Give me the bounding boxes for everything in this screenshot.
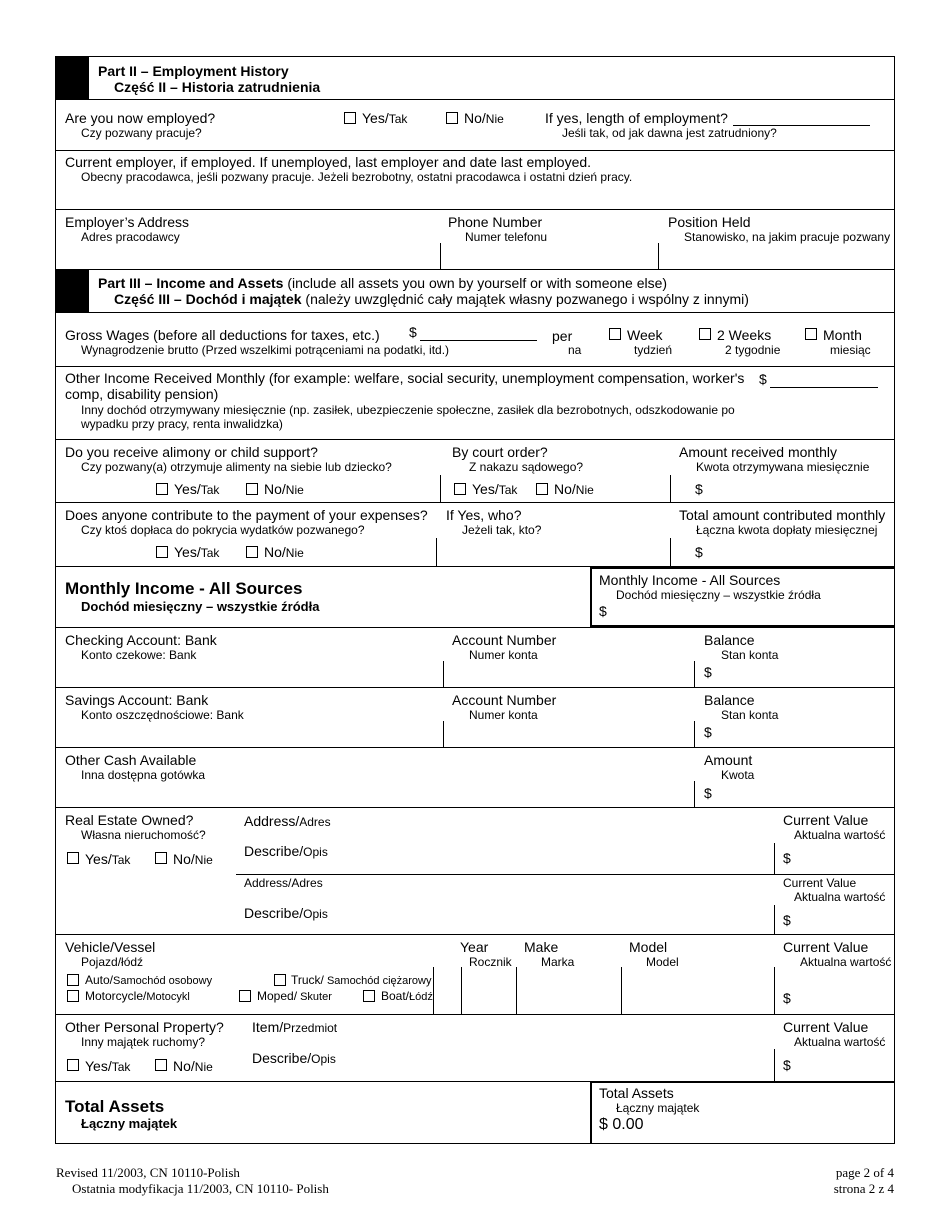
savings-label-pl: Konto oszczędnościowe: Bank	[81, 708, 244, 722]
real-estate-no-checkbox[interactable]	[155, 852, 167, 864]
alimony-no-checkbox[interactable]	[246, 483, 258, 495]
part3-title: Part III – Income and Assets (include all assets you own by yourself or with someone else)	[98, 275, 668, 291]
page-number: page 2 of 4	[835, 1165, 894, 1180]
checking-label: Checking Account: Bank	[65, 632, 217, 648]
contribute-yes-checkbox[interactable]	[156, 546, 168, 558]
position-label: Position Held	[668, 214, 751, 230]
two-weeks-checkbox[interactable]	[699, 328, 711, 340]
real-estate-question-pl: Własna nieruchomość?	[81, 828, 206, 842]
week-label: Week	[627, 327, 663, 343]
real-estate-value-label-pl: Aktualna wartość	[794, 828, 886, 842]
dollar-sign: $	[704, 724, 712, 740]
other-income-label-pl-2: wypadku przy pracy, renta inwalidzka)	[81, 417, 283, 431]
dollar-sign: $	[599, 603, 607, 619]
auto-checkbox[interactable]	[67, 974, 79, 986]
alimony-no-label: No/Nie	[264, 481, 304, 497]
other-income-input[interactable]	[770, 387, 878, 388]
alimony-question: Do you receive alimony or child support?	[65, 444, 318, 460]
real-estate-value-label-2: Current Value	[783, 876, 857, 890]
auto-label: Auto/Samochód osobowy	[85, 973, 213, 987]
if-yes-who-label: If Yes, who?	[446, 507, 522, 523]
moped-label: Moped/ Skuter	[257, 989, 332, 1003]
monthly-income-box-label: Monthly Income - All Sources	[599, 572, 781, 588]
if-yes-who-label-pl: Jeżeli tak, kto?	[462, 523, 542, 537]
dollar-sign: $	[759, 371, 767, 387]
real-estate-describe-label: Describe/Opis	[244, 843, 328, 859]
real-estate-address-label-2: Address/Adres	[244, 876, 323, 890]
contribute-no-checkbox[interactable]	[246, 546, 258, 558]
real-estate-value-label: Current Value	[783, 812, 869, 828]
savings-account-number-label: Account Number	[452, 692, 557, 708]
employed-no-label: No/Nie	[464, 110, 504, 126]
amount-monthly-label: Amount received monthly	[679, 444, 837, 460]
per-label-pl: na	[568, 343, 582, 357]
total-assets-value: $ 0.00	[599, 1116, 644, 1133]
alimony-yes-checkbox[interactable]	[156, 483, 168, 495]
checking-balance-label-pl: Stan konta	[721, 648, 779, 662]
other-property-value-label-pl: Aktualna wartość	[794, 1035, 886, 1049]
other-property-no-label: No/Nie	[173, 1058, 213, 1074]
contribute-no-label: No/Nie	[264, 544, 304, 560]
model-label: Model	[629, 939, 668, 955]
week-checkbox[interactable]	[609, 328, 621, 340]
other-property-yes-checkbox[interactable]	[67, 1059, 79, 1071]
month-checkbox[interactable]	[805, 328, 817, 340]
other-cash-amount-label-pl: Kwota	[721, 768, 755, 782]
position-label-pl: Stanowisko, na jakim pracuje pozwany	[684, 230, 891, 244]
court-no-checkbox[interactable]	[536, 483, 548, 495]
part3-title-pl: Część III – Dochód i majątek (należy uwzględnić cały majątek własny pozwanego i wspólny z innymi)	[114, 291, 749, 307]
court-no-label: No/Nie	[554, 481, 594, 497]
savings-balance-label: Balance	[704, 692, 755, 708]
dollar-sign: $	[704, 785, 712, 801]
real-estate-yes-label: Yes/Tak	[85, 851, 131, 867]
total-assets-box-label-pl: Łączny majątek	[616, 1101, 700, 1115]
phone-label-pl: Numer telefonu	[465, 230, 548, 244]
checking-account-number-label-pl: Numer konta	[469, 648, 538, 662]
monthly-income-heading: Monthly Income - All Sources	[65, 579, 303, 598]
dollar-sign: $	[783, 912, 791, 928]
alimony-question-pl: Czy pozwany(a) otrzymuje alimenty na siebie lub dziecko?	[81, 460, 392, 474]
real-estate-describe-label-2: Describe/Opis	[244, 905, 328, 921]
other-cash-label-pl: Inna dostępna gotówka	[81, 768, 206, 782]
court-order-question: By court order?	[452, 444, 548, 460]
court-yes-label: Yes/Tak	[472, 481, 518, 497]
gross-wages-label: Gross Wages (before all deductions for taxes, etc.)	[65, 327, 380, 343]
year-label-pl: Rocznik	[469, 955, 512, 969]
real-estate-question: Real Estate Owned?	[65, 812, 194, 828]
savings-balance-label-pl: Stan konta	[721, 708, 779, 722]
savings-account-number-label-pl: Numer konta	[469, 708, 538, 722]
other-property-question-pl: Inny majątek ruchomy?	[81, 1035, 206, 1049]
dollar-sign: $	[695, 481, 703, 497]
motorcycle-checkbox[interactable]	[67, 990, 79, 1002]
total-assets-heading: Total Assets	[65, 1097, 165, 1116]
part2-title-pl: Część II – Historia zatrudnienia	[114, 79, 321, 95]
amount-monthly-label-pl: Kwota otrzymywana miesięcznie	[696, 460, 870, 474]
length-question: If yes, length of employment?	[545, 110, 728, 126]
truck-checkbox[interactable]	[274, 974, 286, 986]
vehicle-label: Vehicle/Vessel	[65, 939, 156, 955]
total-contrib-label-pl: Łączna kwota dopłaty miesięcznej	[696, 523, 878, 537]
make-label: Make	[524, 939, 559, 955]
employed-yes-label: Yes/Tak	[362, 110, 408, 126]
gross-wages-input[interactable]	[420, 340, 537, 341]
total-assets-heading-pl: Łączny majątek	[81, 1116, 178, 1131]
vehicle-value-label-pl: Aktualna wartość	[800, 955, 892, 969]
other-income-label-2: comp, disability pension)	[65, 386, 219, 402]
other-property-no-checkbox[interactable]	[155, 1059, 167, 1071]
page-number-pl: strona 2 z 4	[833, 1181, 894, 1196]
court-yes-checkbox[interactable]	[454, 483, 466, 495]
month-label-pl: miesiąc	[830, 343, 871, 357]
other-cash-amount-label: Amount	[704, 752, 753, 768]
gross-wages-label-pl: Wynagrodzenie brutto (Przed wszelkimi potrąceniami na podatki, itd.)	[81, 343, 450, 357]
checking-account-number-label: Account Number	[452, 632, 557, 648]
monthly-income-box-label-pl: Dochód miesięczny – wszystkie źródła	[616, 588, 821, 602]
real-estate-address-label: Address/Adres	[244, 813, 331, 829]
dollar-sign: $	[409, 324, 417, 340]
alimony-yes-label: Yes/Tak	[174, 481, 220, 497]
contribute-question-pl: Czy ktoś dopłaca do pokrycia wydatków pozwanego?	[81, 523, 365, 537]
employer-address-label: Employer’s Address	[65, 214, 189, 230]
motorcycle-label: Motorcycle/Motocykl	[85, 989, 190, 1003]
year-label: Year	[460, 939, 489, 955]
section-marker	[56, 57, 89, 99]
other-cash-label: Other Cash Available	[65, 752, 197, 768]
employer-question-pl: Obecny pracodawca, jeśli pozwany pracuje. Jeżeli bezrobotny, ostatni pracodawca i ostatni dzień pracy.	[81, 170, 633, 184]
employed-yes-checkbox[interactable]	[344, 112, 356, 124]
other-income-label-pl: Inny dochód otrzymywany miesięcznie (np. zasiłek, ubezpieczenie społeczne, zasiłek dla bezrobotnych, odszkodowanie po	[81, 403, 735, 417]
dollar-sign: $	[704, 664, 712, 680]
make-label-pl: Marka	[541, 955, 575, 969]
revision-note: Revised 11/2003, CN 10110-Polish	[56, 1165, 240, 1180]
real-estate-no-label: No/Nie	[173, 851, 213, 867]
checking-label-pl: Konto czekowe: Bank	[81, 648, 197, 662]
employer-question: Current employer, if employed. If unemployed, last employer and date last employed.	[65, 154, 592, 170]
checking-balance-label: Balance	[704, 632, 755, 648]
truck-label: Truck/ Samochód ciężarowy	[291, 973, 432, 987]
length-question-pl: Jeśli tak, od jak dawna jest zatrudniony?	[562, 126, 777, 140]
moped-checkbox[interactable]	[239, 990, 251, 1002]
other-property-yes-label: Yes/Tak	[85, 1058, 131, 1074]
other-property-question: Other Personal Property?	[65, 1019, 224, 1035]
contribute-question: Does anyone contribute to the payment of your expenses?	[65, 507, 428, 523]
model-label-pl: Model	[646, 955, 679, 969]
monthly-income-heading-pl: Dochód miesięczny – wszystkie źródła	[81, 599, 320, 614]
two-weeks-label-pl: 2 tygodnie	[725, 343, 781, 357]
other-income-label: Other Income Received Monthly (for example: welfare, social security, unemployment compensation, worker's	[65, 370, 745, 386]
boat-checkbox[interactable]	[363, 990, 375, 1002]
other-property-describe-label: Describe/Opis	[252, 1050, 336, 1066]
item-label: Item/Przedmiot	[252, 1019, 338, 1035]
other-property-value-label: Current Value	[783, 1019, 869, 1035]
week-label-pl: tydzień	[634, 343, 673, 357]
form-page-2	[55, 56, 895, 1144]
revision-note-pl: Ostatnia modyfikacja 11/2003, CN 10110- Polish	[72, 1181, 329, 1196]
employed-no-checkbox[interactable]	[446, 112, 458, 124]
employed-question-pl: Czy pozwany pracuje?	[81, 126, 202, 140]
total-assets-box-label: Total Assets	[599, 1085, 674, 1101]
per-label: per	[552, 328, 573, 344]
vehicle-value-label: Current Value	[783, 939, 869, 955]
dollar-sign: $	[783, 990, 791, 1006]
contribute-yes-label: Yes/Tak	[174, 544, 220, 560]
vehicle-label-pl: Pojazd/łódź	[81, 955, 144, 969]
court-order-question-pl: Z nakazu sądowego?	[469, 460, 584, 474]
dollar-sign: $	[783, 850, 791, 866]
real-estate-yes-checkbox[interactable]	[67, 852, 79, 864]
boat-label: Boat/Łódź	[381, 989, 433, 1003]
phone-label: Phone Number	[448, 214, 543, 230]
part2-title: Part II – Employment History	[98, 63, 289, 79]
employed-question: Are you now employed?	[65, 110, 216, 126]
dollar-sign: $	[783, 1057, 791, 1073]
section-marker	[56, 269, 89, 312]
dollar-sign: $	[695, 544, 703, 560]
total-contrib-label: Total amount contributed monthly	[679, 507, 886, 523]
two-weeks-label: 2 Weeks	[717, 327, 772, 343]
employer-address-label-pl: Adres pracodawcy	[81, 230, 180, 244]
real-estate-value-label-2-pl: Aktualna wartość	[794, 890, 886, 904]
savings-label: Savings Account: Bank	[65, 692, 209, 708]
month-label: Month	[823, 327, 862, 343]
